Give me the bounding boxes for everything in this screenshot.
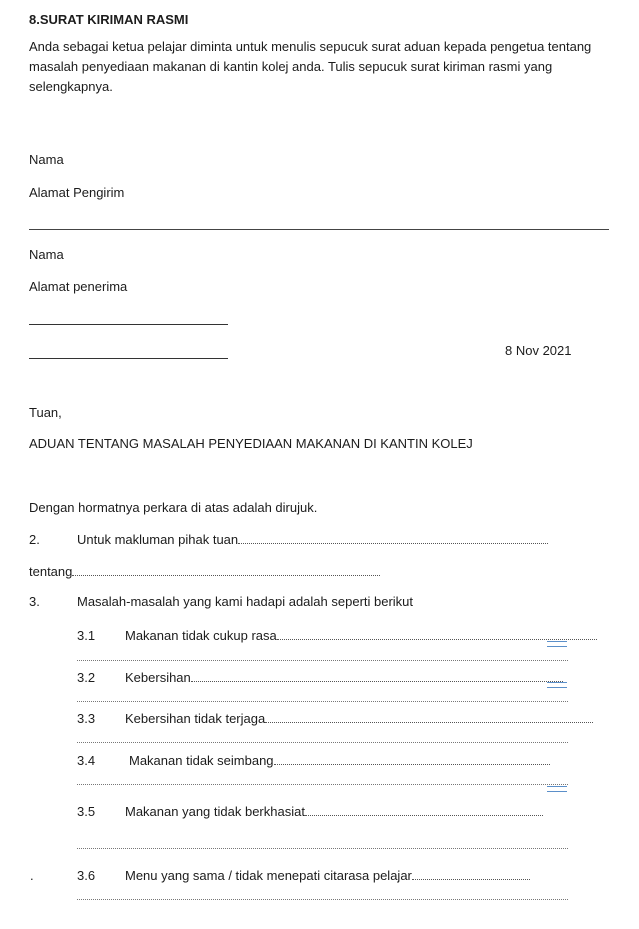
fill-in-blank[interactable] [277,638,597,640]
grammar-mark-icon [547,682,567,688]
subpoint-3-4 [77,753,550,768]
point-number: 3.4 [77,753,96,768]
point-2-continuation [29,564,380,579]
fill-in-line[interactable] [77,848,568,849]
point-2 [29,532,548,547]
point-text: Menu yang sama / tidak menepati citarasa pelajar [125,868,412,883]
point-number: 3. [29,594,40,609]
instruction-text: Anda sebagai ketua pelajar diminta untuk menulis sepucuk surat aduan kepada pengetua tentang masalah penyediaan makanan di kantin kolej anda. Tulis sepucuk surat kiriman rasmi yang selengkapnya. [29,39,592,94]
fill-in-blank[interactable] [274,763,550,765]
point-number: 3.2 [77,670,96,685]
fill-in-line[interactable] [77,742,568,743]
point-text: Makanan tidak seimbang [129,753,274,768]
recipient-address-line-2[interactable] [29,358,228,359]
recipient-address-label: Alamat penerima [29,279,128,294]
point-number: 3.3 [77,711,96,726]
fill-in-blank[interactable] [72,574,380,576]
subpoint-3-3 [77,711,593,726]
point-text: Kebersihan tidak terjaga [125,711,266,726]
point-3 [29,594,413,609]
fill-in-blank[interactable] [305,814,543,816]
point-number: 2. [29,532,40,547]
point-text: tentang [29,564,73,579]
fill-in-blank[interactable] [265,721,593,723]
recipient-address-line-1[interactable] [29,324,228,325]
point-number: 3.5 [77,804,96,819]
subpoint-3-6 [77,868,530,883]
subpoint-3-2 [77,670,563,685]
point-text: Untuk makluman pihak tuan [77,532,239,547]
letter-subject: ADUAN TENTANG MASALAH PENYEDIAAN MAKANAN DI KANTIN KOLEJ [29,436,473,451]
point-number: 3.6 [77,868,96,883]
divider-line [29,229,609,230]
section-heading: 8.SURAT KIRIMAN RASMI [29,12,189,27]
fill-in-blank[interactable] [191,680,563,682]
letter-date: 8 Nov 2021 [505,343,572,358]
stray-mark: . [30,868,34,883]
fill-in-line[interactable] [77,701,568,702]
opening-line: Dengan hormatnya perkara di atas adalah dirujuk. [29,500,318,515]
subpoint-3-1 [77,628,597,643]
sender-name-label: Nama [29,152,64,167]
fill-in-line[interactable] [77,784,568,785]
point-number: 3.1 [77,628,96,643]
point-text: Masalah-masalah yang kami hadapi adalah seperti berikut [77,594,414,609]
fill-in-blank[interactable] [412,878,530,880]
fill-in-blank[interactable] [238,542,548,544]
grammar-mark-icon [547,641,567,647]
recipient-name-label: Nama [29,247,64,262]
sender-address-label: Alamat Pengirim [29,185,125,200]
salutation: Tuan, [29,405,62,420]
subpoint-3-5 [77,804,543,819]
fill-in-line[interactable] [77,899,568,900]
point-text: Kebersihan [125,670,191,685]
grammar-mark-icon [547,786,567,792]
point-text: Makanan yang tidak berkhasiat [125,804,305,819]
fill-in-line[interactable] [77,660,568,661]
point-text: Makanan tidak cukup rasa [125,628,277,643]
